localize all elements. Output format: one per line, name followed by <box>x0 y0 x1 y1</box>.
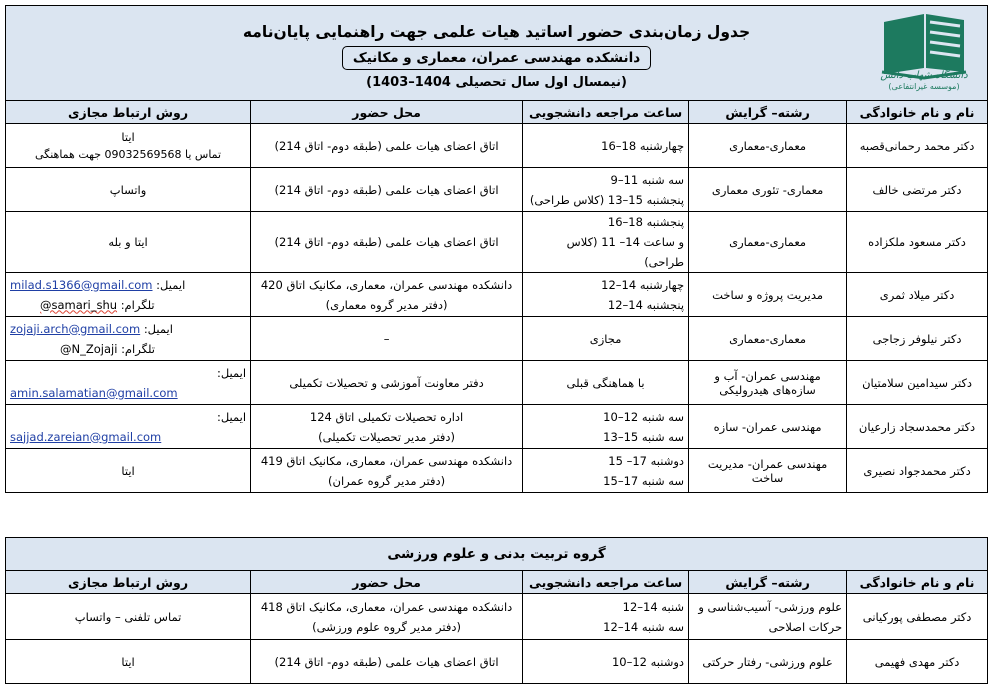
logo-text: دانشگاه شهاب دانش <box>880 70 968 81</box>
telegram-label: تلگرام: <box>120 297 155 312</box>
contact: ایتا <box>6 449 251 493</box>
place: دانشکده مهندسی عمران، معماری، مکانیک اتاق 418 (دفتر مدیر گروه علوم ورزشی) <box>251 594 523 640</box>
place: اتاق اعضای هیات علمی (طبقه دوم- اتاق 214) <box>251 168 523 212</box>
col-contact: روش ارتباط مجازی <box>6 101 251 124</box>
col-place: محل حضور <box>251 571 523 594</box>
professor-name: دکتر میلاد ثمری <box>847 273 988 317</box>
hours: سه شنبه 12–10 سه شنبه 15–13 <box>523 405 689 449</box>
field: معماری- تئوری معماری <box>689 168 847 212</box>
field: علوم ورزشی- رفتار حرکتی <box>689 640 847 684</box>
contact: واتساپ <box>6 168 251 212</box>
email-link[interactable]: amin.salamatian@gmail.com <box>10 385 178 400</box>
column-header-row <box>6 101 988 124</box>
place: اتاق اعضای هیات علمی (طبقه دوم- اتاق 214) <box>251 640 523 684</box>
field: معماری-معماری <box>689 212 847 273</box>
table-row <box>6 361 988 405</box>
page-title: جدول زمان‌بندی حضور اساتید هیات علمی جهت راهنمایی پایان‌نامه <box>242 22 751 41</box>
table-row <box>6 640 988 684</box>
hours: چهارشنبه 18–16 <box>523 124 689 168</box>
contact: ایتا و بله <box>6 212 251 273</box>
table-row <box>6 405 988 449</box>
term-label: (نیمسال اول سال تحصیلی 1404–1403) <box>366 74 627 90</box>
email-link[interactable]: sajjad.zareian@gmail.com <box>10 429 162 444</box>
telegram-label: تلگرام: <box>121 341 155 356</box>
contact: ایتا <box>6 640 251 684</box>
hours: سه شنبه 11–9 پنجشنبه 15–13 (کلاس طراحی) <box>523 168 689 212</box>
place: دفتر معاونت آموزشی و تحصیلات تکمیلی <box>251 361 523 405</box>
place: دانشکده مهندسی عمران، معماری، مکانیک اتاق 419 (دفتر مدیر گروه عمران) <box>251 449 523 493</box>
field: مهندسی عمران- مدیریت ساخت <box>689 449 847 493</box>
hours: شنبه 14–12 سه شنبه 14–12 <box>523 594 689 640</box>
col-field: رشته– گرایش <box>689 101 847 124</box>
col-hours: ساعت مراجعه دانشجویی <box>523 101 689 124</box>
table-row <box>6 124 988 168</box>
email-label: ایمیل: <box>156 277 186 292</box>
table-row <box>6 212 988 273</box>
telegram-id: @N_Zojaji <box>60 341 118 356</box>
group-title: گروه تربیت بدنی و علوم ورزشی <box>6 538 988 571</box>
contact <box>6 361 251 405</box>
email-label: ایمیل: <box>216 365 247 380</box>
place: – <box>251 317 523 361</box>
schedule-table <box>5 5 988 493</box>
place: دانشکده مهندسی عمران، معماری، مکانیک اتاق 420 (دفتر مدیر گروه معماری) <box>251 273 523 317</box>
place: اتاق اعضای هیات علمی (طبقه دوم- اتاق 214) <box>251 124 523 168</box>
professor-name: دکتر مصطفی پورکیانی <box>847 594 988 640</box>
place: اتاق اعضای هیات علمی (طبقه دوم- اتاق 214) <box>251 212 523 273</box>
professor-name: دکتر محمدسجاد زارعیان <box>847 405 988 449</box>
professor-name: دکتر نیلوفر زجاجی <box>847 317 988 361</box>
table-row <box>6 594 988 640</box>
professor-name: دکتر مسعود ملکزاده <box>847 212 988 273</box>
col-contact: روش ارتباط مجازی <box>6 571 251 594</box>
hours: چهارشنبه 14–12 پنجشنبه 14–12 <box>523 273 689 317</box>
col-field: رشته– گرایش <box>689 571 847 594</box>
table-row <box>6 168 988 212</box>
table-row <box>6 449 988 493</box>
table-row <box>6 317 988 361</box>
university-logo <box>874 8 974 90</box>
hours: مجازی <box>523 317 689 361</box>
faculty-title: دانشکده مهندسی عمران، معماری و مکانیک <box>342 46 651 70</box>
hours: پنجشنبه 18–16 و ساعت 14– 11 (کلاس طراحی) <box>523 212 689 273</box>
contact <box>6 405 251 449</box>
field: مهندسی عمران- آب و سازه‌های هیدرولیکی <box>689 361 847 405</box>
col-name: نام و نام خانوادگی <box>847 101 988 124</box>
professor-name: دکتر سیدامین سلامتیان <box>847 361 988 405</box>
field: معماری-معماری <box>689 317 847 361</box>
col-place: محل حضور <box>251 101 523 124</box>
contact <box>6 273 251 317</box>
col-name: نام و نام خانوادگی <box>847 571 988 594</box>
table-row <box>6 273 988 317</box>
telegram-id: @samari_shu <box>40 297 118 312</box>
field: علوم ورزشی- آسیب‌شناسی و حرکات اصلاحی <box>689 594 847 640</box>
email-link[interactable]: zojaji.arch@gmail.com <box>10 321 141 336</box>
hours: دوشنبه 17– 15 سه شنبه 17–15 <box>523 449 689 493</box>
email-link[interactable]: milad.s1366@gmail.com <box>10 277 153 292</box>
field: معماری-معماری <box>689 124 847 168</box>
contact <box>6 317 251 361</box>
table-header <box>6 6 988 101</box>
email-label: ایمیل: <box>216 409 247 424</box>
contact: تماس تلفنی – واتساپ <box>6 594 251 640</box>
field: مدیریت پروژه و ساخت <box>689 273 847 317</box>
sports-group-table <box>5 537 988 684</box>
professor-name: دکتر مهدی فهیمی <box>847 640 988 684</box>
logo-subtext: (موسسه غیرانتفاعی) <box>888 82 960 91</box>
contact: ایتا تماس یا 09032569568 جهت هماهنگی <box>6 124 251 168</box>
place: اداره تحصیلات تکمیلی اتاق 124 (دفتر مدیر تحصیلات تکمیلی) <box>251 405 523 449</box>
hours: دوشنبه 12–10 <box>523 640 689 684</box>
col-hours: ساعت مراجعه دانشجویی <box>523 571 689 594</box>
professor-name: دکتر مرتضی خالف <box>847 168 988 212</box>
professor-name: دکتر محمد رحمانی‌قصبه <box>847 124 988 168</box>
column-header-row <box>6 571 988 594</box>
email-label: ایمیل: <box>143 321 173 336</box>
hours: با هماهنگی قبلی <box>523 361 689 405</box>
field: مهندسی عمران- سازه <box>689 405 847 449</box>
professor-name: دکتر محمدجواد نصیری <box>847 449 988 493</box>
